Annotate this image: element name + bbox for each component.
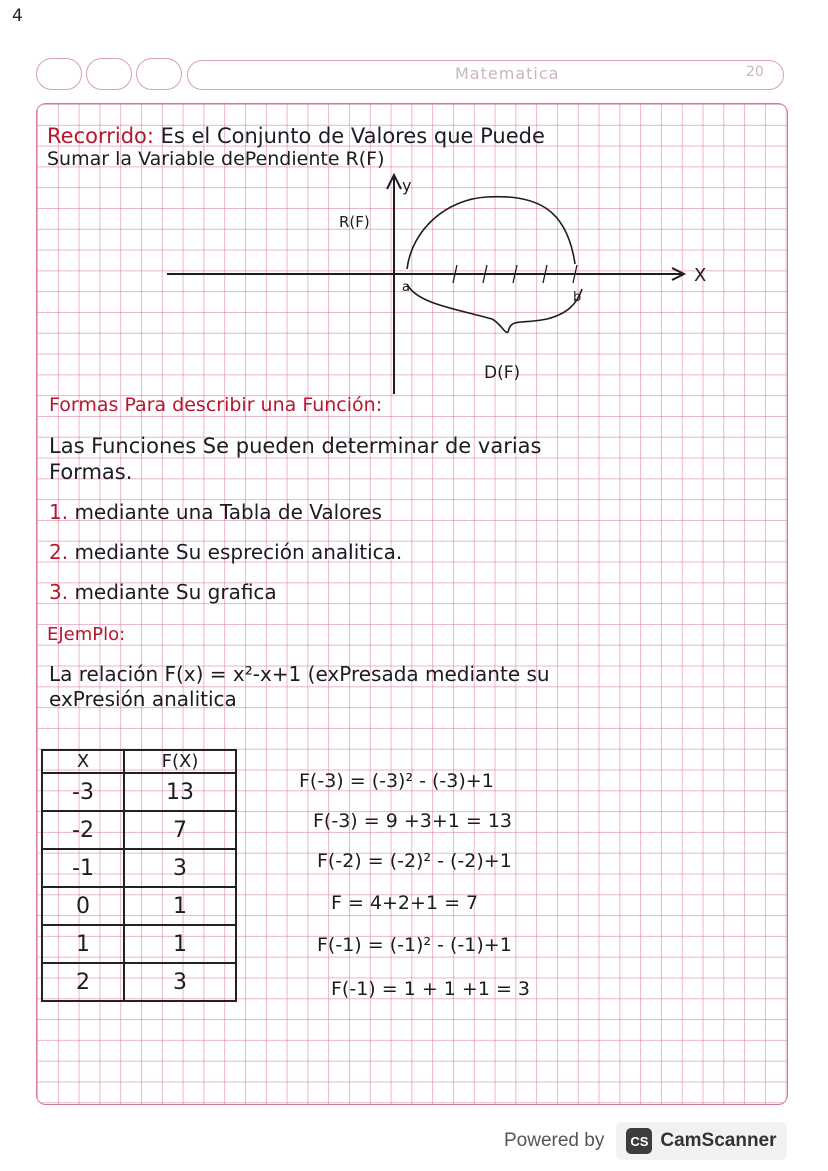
camscanner-badge: [616, 1122, 786, 1160]
recorrido-term: Recorrido:: [47, 124, 154, 148]
point-b-label: b: [573, 290, 582, 305]
calc-line-3: F(-2) = (-2)² - (-2)+1: [317, 850, 512, 872]
forma-item-3-text: mediante Su grafica: [68, 580, 277, 604]
point-a-label: a: [402, 280, 410, 295]
forma-item-2-number: 2.: [49, 540, 69, 564]
fx-cell: 13: [124, 773, 236, 811]
notebook-page: [36, 103, 788, 1105]
definition-line-2: Sumar la Variable dePendiente R(F): [47, 148, 385, 170]
formas-title: Formas Para describir una Función:: [49, 394, 383, 416]
fx-cell: 7: [124, 811, 236, 849]
powered-by-text: Powered by: [504, 1130, 605, 1151]
graph-curve-upper: [407, 197, 575, 269]
forma-item-1-number: 1.: [49, 500, 69, 524]
calc-line-6: F(-1) = 1 + 1 +1 = 3: [331, 978, 531, 1000]
fx-cell: 1: [124, 887, 236, 925]
formas-intro-line-2: Formas.: [49, 460, 133, 484]
calc-line-1: F(-3) = (-3)² - (-3)+1: [299, 770, 494, 792]
header-fx: F(X): [124, 750, 236, 773]
camscanner-logo-icon: CS: [626, 1128, 652, 1154]
table-row: [42, 773, 236, 811]
x-cell: -2: [42, 811, 124, 849]
header-circle-1: [36, 58, 82, 90]
ejemplo-line-1: La relación F(x) = x²-x+1 (exPresada mediante su: [49, 662, 550, 686]
values-table: [41, 749, 237, 1002]
definition-line-1: [47, 124, 545, 148]
fx-cell: 3: [124, 849, 236, 887]
ejemplo-line-2: exPresión analitica: [49, 687, 237, 711]
header-faint-title: Matematica: [455, 64, 560, 83]
definition-line-1-rest: Es el Conjunto de Valores que Puede: [153, 124, 545, 148]
forma-item-1-text: mediante una Tabla de Valores: [68, 500, 382, 524]
forma-item-3: [49, 580, 277, 604]
header-circle-3: [136, 58, 182, 90]
function-graph: [157, 169, 707, 399]
page-number: 4: [12, 6, 23, 26]
range-label: R(F): [339, 213, 370, 231]
table-row: [42, 963, 236, 1001]
x-axis-label: X: [694, 265, 707, 286]
calc-line-4: F = 4+2+1 = 7: [331, 892, 479, 914]
scanner-footer: [504, 1122, 787, 1160]
table-row: [42, 887, 236, 925]
table-row: [42, 811, 236, 849]
calc-line-2: F(-3) = 9 +3+1 = 13: [313, 810, 513, 832]
fx-cell: 3: [124, 963, 236, 1001]
x-cell: -3: [42, 773, 124, 811]
forma-item-2-text: mediante Su espreción analitica.: [68, 540, 403, 564]
values-table-header: [42, 750, 236, 773]
x-cell: 1: [42, 925, 124, 963]
domain-label: D(F): [484, 363, 521, 383]
header-x: X: [42, 750, 124, 773]
x-cell: -1: [42, 849, 124, 887]
fx-cell: 1: [124, 925, 236, 963]
calc-line-5: F(-1) = (-1)² - (-1)+1: [317, 934, 512, 956]
y-axis-label: y: [402, 176, 412, 195]
x-cell: 2: [42, 963, 124, 1001]
camscanner-brand: CamScanner: [660, 1130, 777, 1151]
header-faint-date: 20: [746, 64, 764, 80]
formas-intro-line-1: Las Funciones Se pueden determinar de varias: [49, 434, 542, 458]
table-row: [42, 849, 236, 887]
header-circle-2: [86, 58, 132, 90]
ejemplo-label: EJemPlo:: [47, 624, 126, 645]
forma-item-1: [49, 500, 382, 524]
forma-item-2: [49, 540, 402, 564]
table-row: [42, 925, 236, 963]
graph-curve-lower: [407, 284, 582, 332]
forma-item-3-number: 3.: [49, 580, 69, 604]
x-cell: 0: [42, 887, 124, 925]
